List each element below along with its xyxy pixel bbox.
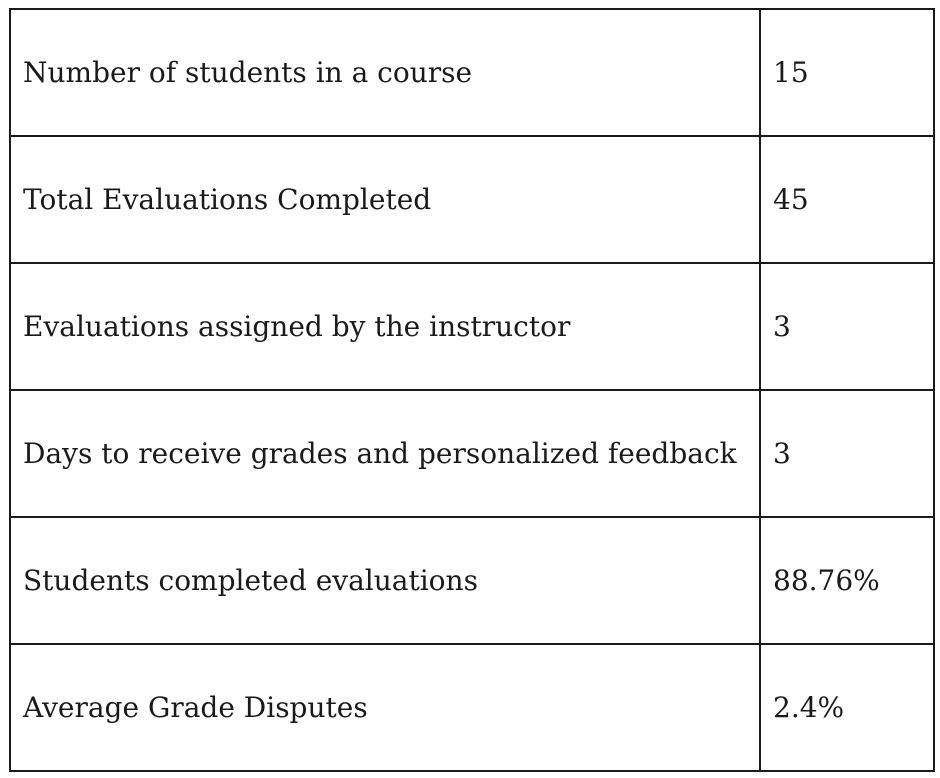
row-label: Days to receive grades and personalized feedback — [10, 390, 760, 517]
table-row — [10, 9, 934, 136]
row-label: Average Grade Disputes — [10, 644, 760, 771]
table-row — [10, 517, 934, 644]
table-row — [10, 644, 934, 771]
row-value: 45 — [760, 136, 934, 263]
row-value: 15 — [760, 9, 934, 136]
row-value: 3 — [760, 263, 934, 390]
row-label: Total Evaluations Completed — [10, 136, 760, 263]
stats-table — [9, 8, 935, 772]
table-row — [10, 390, 934, 517]
row-value: 2.4% — [760, 644, 934, 771]
row-value: 3 — [760, 390, 934, 517]
row-label: Evaluations assigned by the instructor — [10, 263, 760, 390]
row-label: Students completed evaluations — [10, 517, 760, 644]
table-row — [10, 263, 934, 390]
row-value: 88.76% — [760, 517, 934, 644]
table-row — [10, 136, 934, 263]
row-label: Number of students in a course — [10, 9, 760, 136]
